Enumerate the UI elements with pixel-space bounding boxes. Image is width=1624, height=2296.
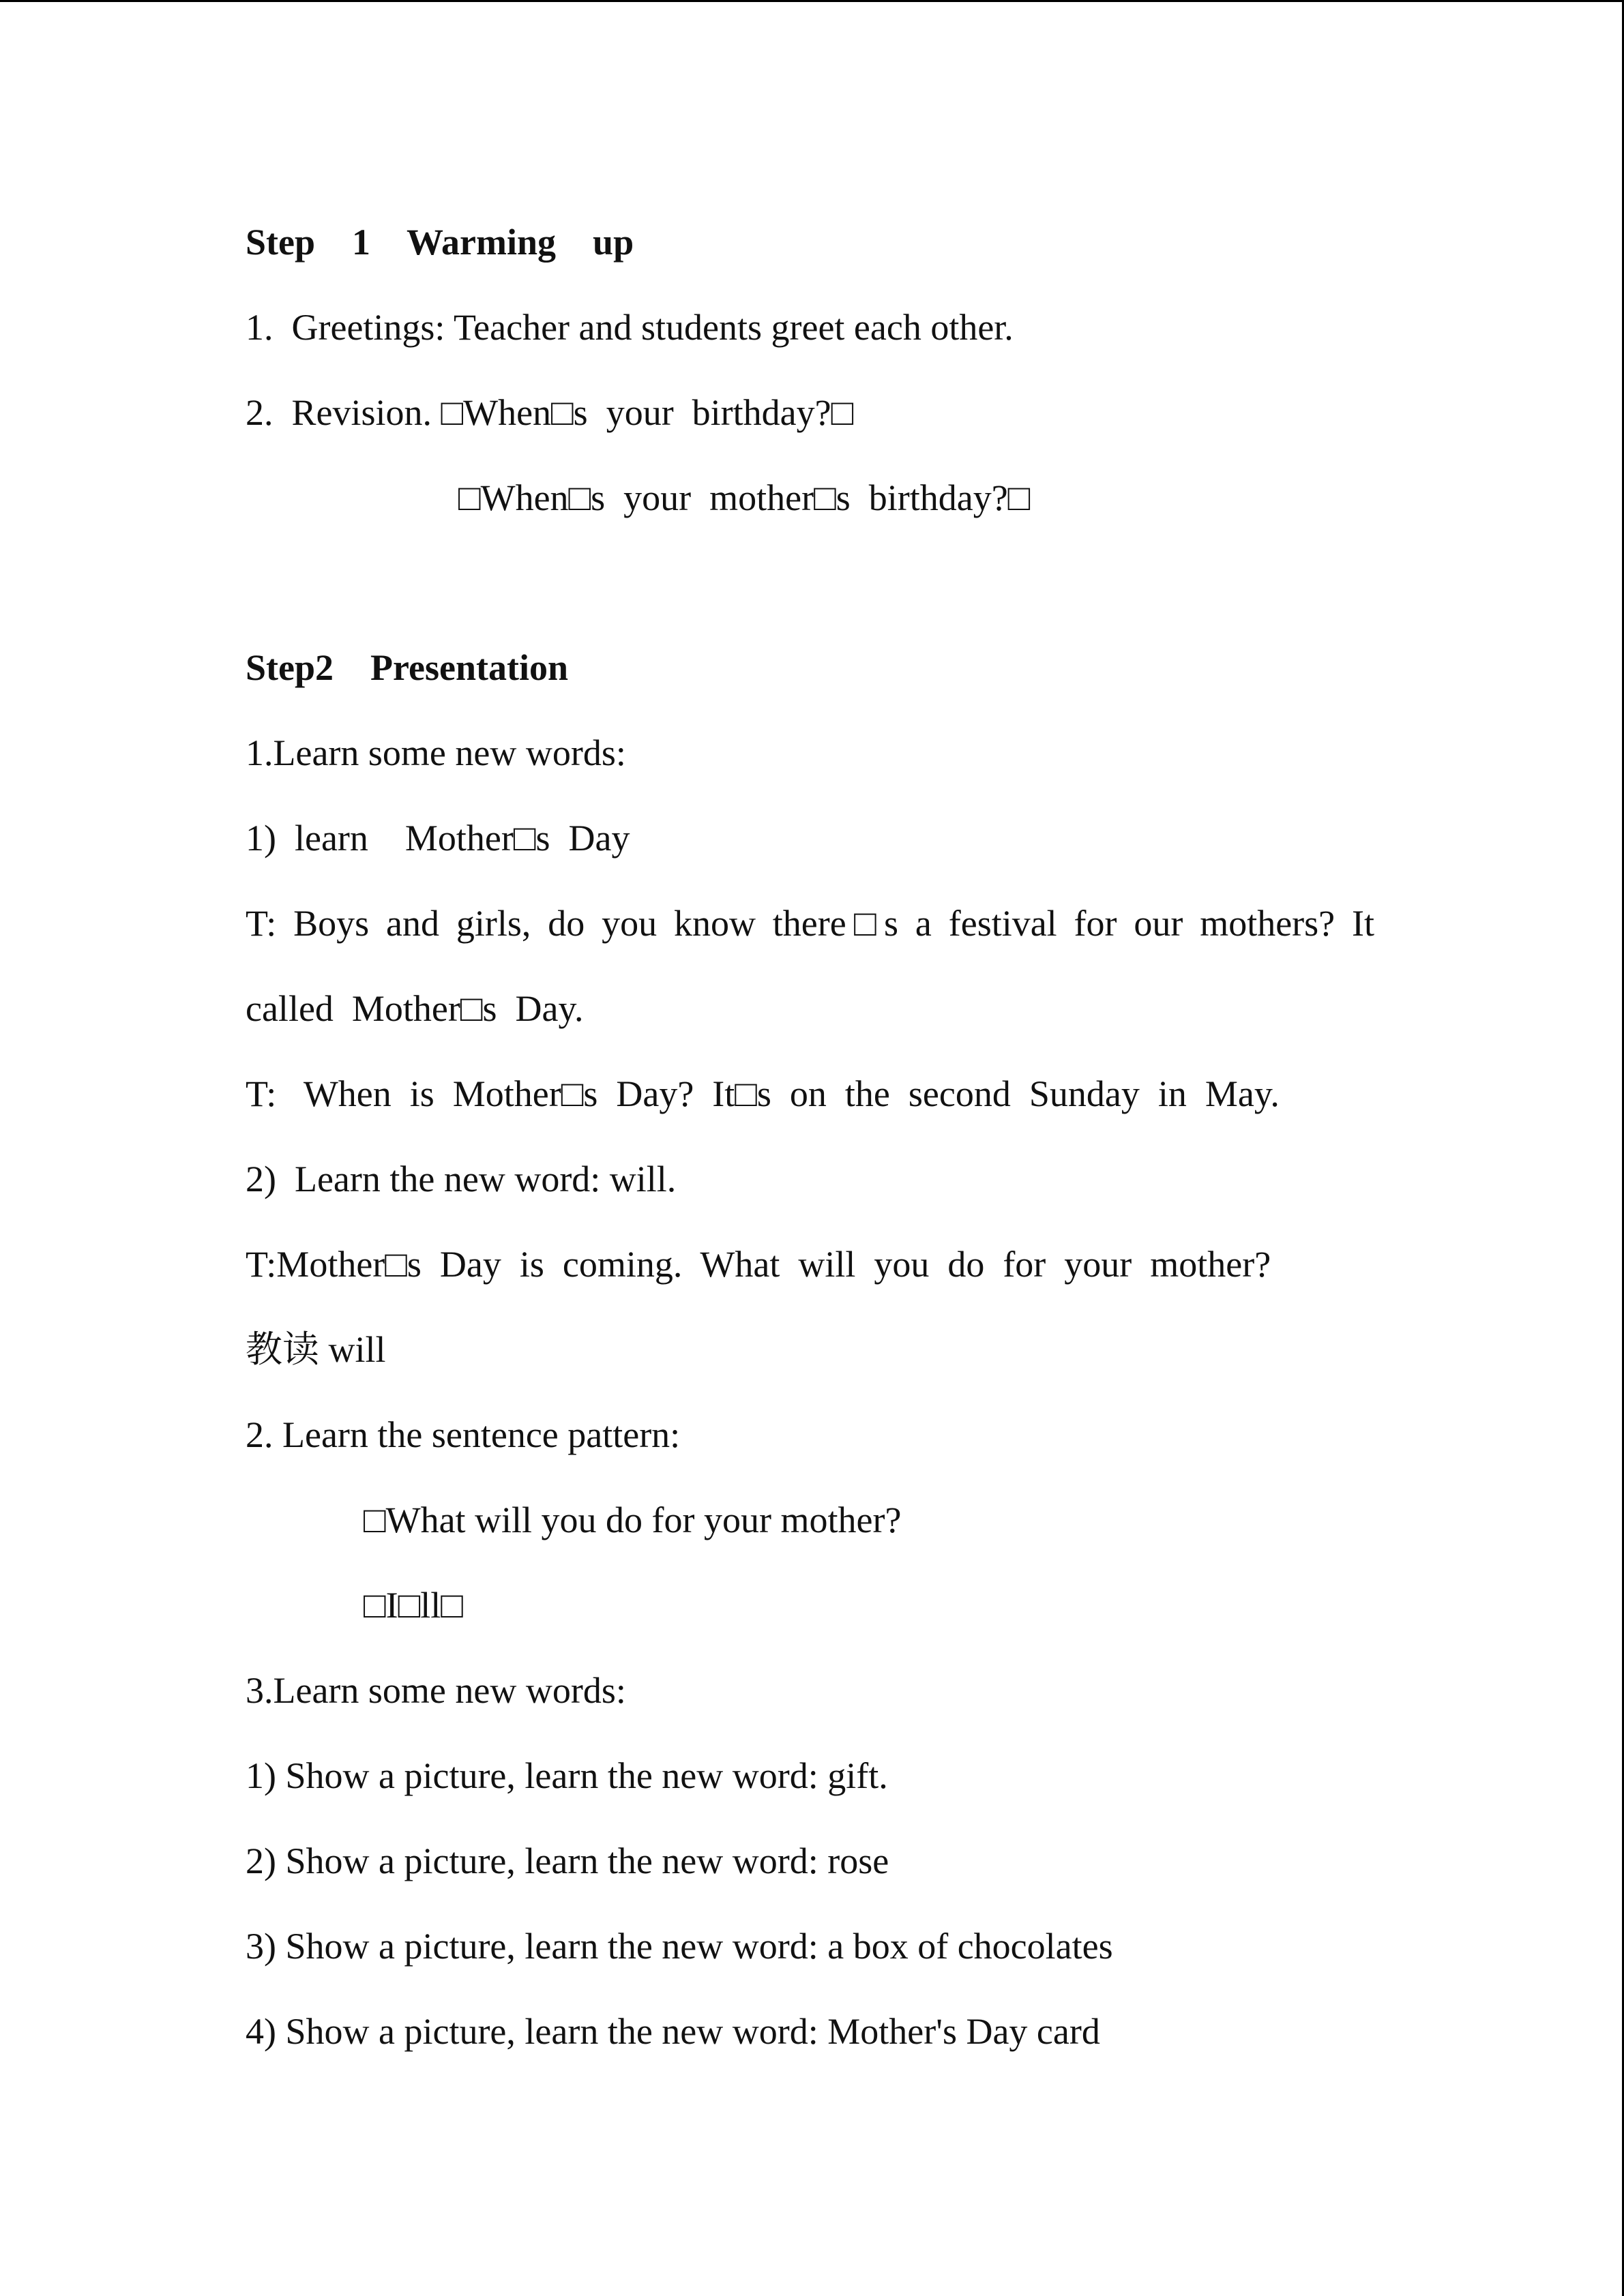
pattern-question-line: □What will you do for your mother? [364, 1500, 902, 1540]
teacher-festival-line: T: Boys and girls, do you know there□s a festival for our mothers? It [246, 903, 1374, 944]
revision-line: 2. Revision. □When□s your birthday?□ [246, 392, 854, 433]
learn-mothers-day-line: 1) learn Mother□s Day [246, 818, 630, 859]
word-card-line: 4) Show a picture, learn the new word: Mother's Day card [246, 2011, 1100, 2052]
teacher-when-line: T: When is Mother□s Day? It□s on the second Sunday in May. [246, 1073, 1280, 1114]
learn-will-line: 2) Learn the new word: will. [246, 1159, 677, 1199]
learn-words-heading-3: 3.Learn some new words: [246, 1670, 626, 1711]
revision-continued-line: □When□s your mother□s birthday?□ [458, 477, 1031, 518]
teach-will-line: 教读 will [246, 1329, 386, 1370]
called-mothers-day-line: called Mother□s Day. [246, 988, 584, 1029]
step1-heading: Step 1 Warming up [246, 222, 634, 263]
pattern-answer-line: □I□ll□ [364, 1585, 463, 1626]
teacher-coming-line: T:Mother□s Day is coming. What will you do for your mother? [246, 1244, 1271, 1285]
word-rose-line: 2) Show a picture, learn the new word: rose [246, 1840, 889, 1881]
word-gift-line: 1) Show a picture, learn the new word: gift. [246, 1755, 888, 1796]
greetings-line: 1. Greetings: Teacher and students greet each other. [246, 307, 1014, 348]
step2-heading: Step2 Presentation [246, 647, 568, 688]
word-chocolates-line: 3) Show a picture, learn the new word: a box of chocolates [246, 1926, 1113, 1967]
learn-words-heading-1: 1.Learn some new words: [246, 732, 626, 773]
learn-pattern-heading: 2. Learn the sentence pattern: [246, 1414, 681, 1455]
